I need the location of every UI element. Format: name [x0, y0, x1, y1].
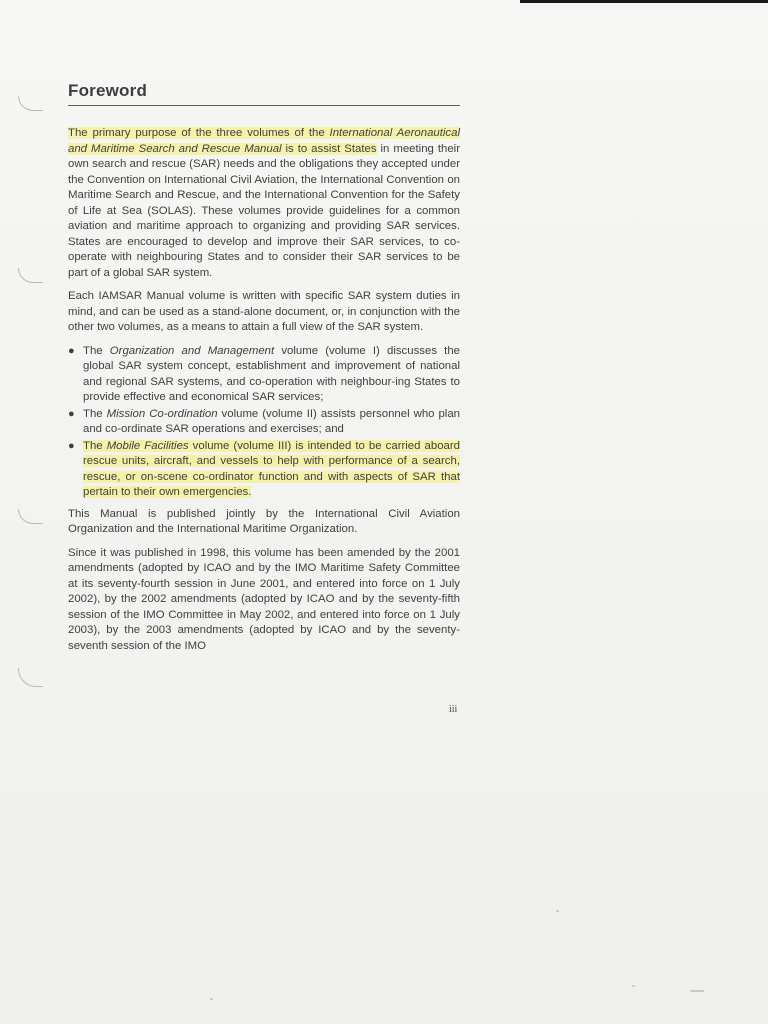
scan-speck	[632, 985, 635, 987]
bullet-icon: ●	[68, 344, 75, 357]
highlighted-text	[83, 440, 460, 499]
punch-hole-mark	[18, 668, 43, 687]
list-item-volume-2	[68, 407, 460, 438]
list-item-volume-3	[68, 439, 460, 501]
text-run: in meeting their own search and rescue (SAR) needs and the obligations they accepted under the Convention on International Civil Aviation, the International Convention on Maritime Search and Rescue, and the International Convention for the Safety of Life at Sea (SOLAS). These volumes provide guidelines for a common aviation and maritime approach to organizing and providing SAR services. States are encouraged to develop and improve their SAR services, to co-operate with neighbouring States and to consider their SAR services to be part of a global SAR system.	[68, 142, 460, 279]
paragraph-purpose	[68, 126, 460, 281]
text-run: is to assist States	[281, 142, 377, 155]
punch-hole-mark	[18, 268, 43, 283]
heading-underline	[68, 105, 460, 106]
bullet-icon: ●	[68, 407, 75, 420]
italic-title: Mission Co-ordination	[106, 407, 218, 420]
bullet-icon: ●	[68, 439, 75, 452]
scan-speck	[556, 910, 559, 912]
punch-hole-mark	[18, 96, 43, 111]
document-body	[68, 80, 460, 662]
volume-list	[68, 344, 460, 501]
paragraph-volumes: Each IAMSAR Manual volume is written with specific SAR system duties in mind, and can be used as a stand-alone document, or, in conjunction with the other two volumes, as a means to attain a full view of the SAR system.	[68, 290, 460, 333]
scan-speck	[210, 998, 213, 1000]
italic-title: International Aeronautical and Maritime Search and Rescue Manual	[68, 127, 460, 155]
scan-speck	[690, 990, 704, 992]
page-title: Foreword	[68, 81, 148, 100]
text-run: The	[83, 344, 110, 357]
list-item-volume-1	[68, 344, 460, 406]
text-run: The primary purpose of the three volumes of the	[68, 127, 330, 139]
italic-title: Mobile Facilities	[106, 439, 189, 452]
page-number: iii	[449, 704, 458, 715]
paragraph-amendments: Since it was published in 1998, this volume has been amended by the 2001 amendments (adopted by ICAO and by the IMO Maritime Safety Committee at its seventy-fourth session in June 2001, and entered into force on 1 July 2002), by the 2002 amendments (adopted by ICAO and by the seventy-fifth session of the IMO Committee in May 2002, and entered into force on 1 July 2003), by the 2003 amendments (adopted by ICAO and by the seventy-seventh session of the IMO	[68, 546, 460, 652]
text-run: volume (volume III) is intended to be carried aboard rescue units, aircraft, and vessels to help with performance of a search, rescue, or on-scene co-ordinator function and with aspects of SAR that pertain to their own emergencies.	[83, 439, 460, 498]
paragraph-publishers: This Manual is published jointly by the International Civil Aviation Organization and the International Maritime Organization.	[68, 507, 460, 535]
scan-edge	[520, 0, 768, 3]
text-run: volume (volume I) discusses the global SAR system concept, establishment and improvement of national and regional SAR systems, and co-operation with neighbour-ing States to provide effective and economical SAR services;	[83, 344, 460, 403]
text-run: The	[83, 407, 107, 420]
punch-hole-mark	[18, 509, 43, 524]
italic-title: Organization and Management	[109, 344, 275, 357]
text-run: The	[83, 439, 107, 452]
text-run: volume (volume II) assists personnel who plan and co-ordinate SAR operations and exercises; and	[83, 407, 460, 435]
